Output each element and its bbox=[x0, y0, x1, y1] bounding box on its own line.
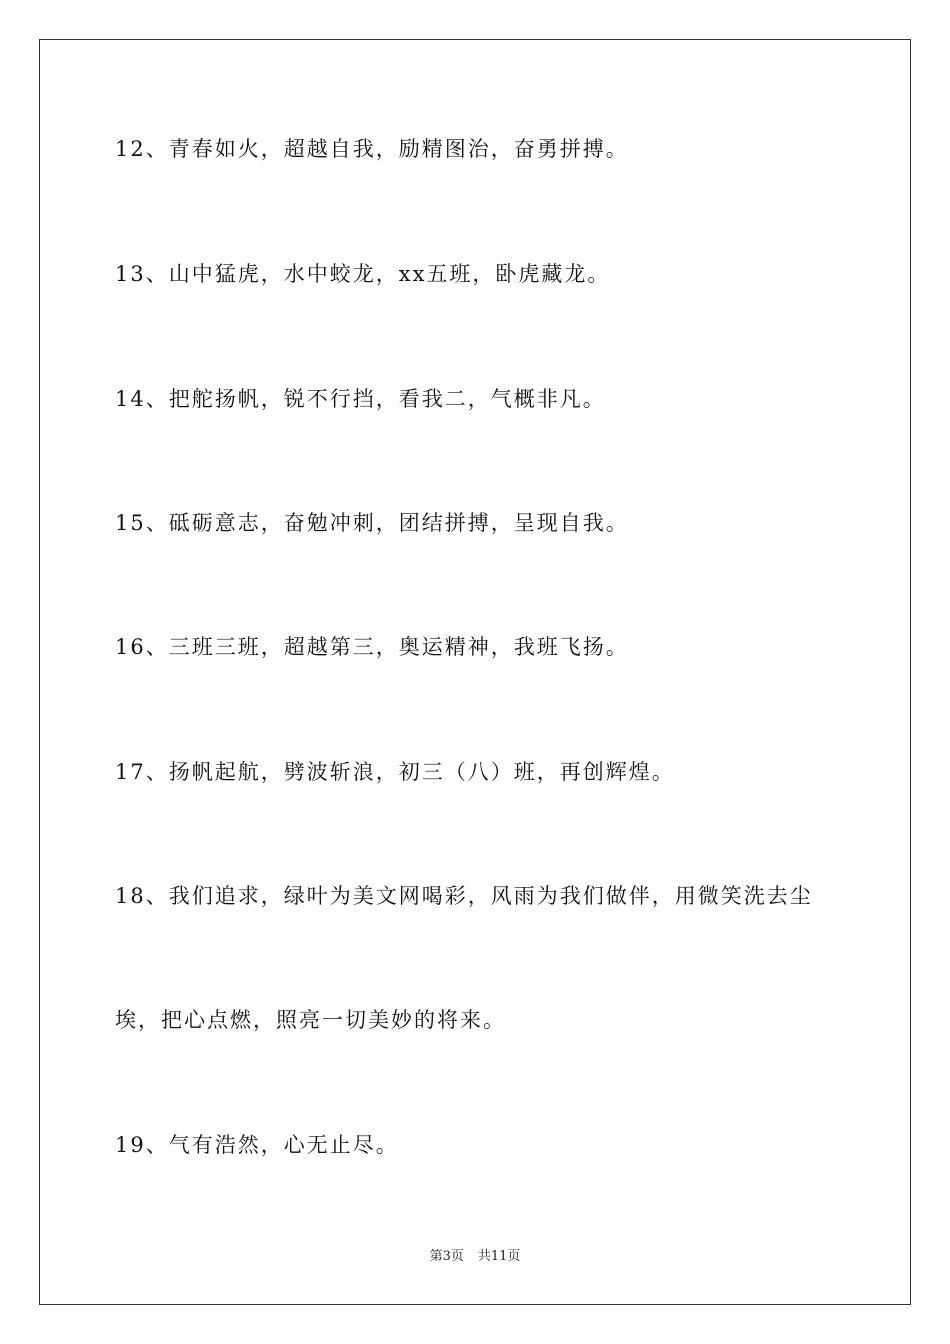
paragraph-line: 19、气有浩然，心无止尽。 bbox=[115, 1133, 399, 1157]
paragraph-line: 14、把舵扬帆，锐不行挡，看我二，气概非凡。 bbox=[115, 387, 606, 411]
paragraph-line: 18、我们追求，绿叶为美文网喝彩，风雨为我们做伴，用微笑洗去尘 bbox=[115, 884, 813, 908]
paragraph-line: 13、山中猛虎，水中蛟龙，xx五班，卧虎藏龙。 bbox=[115, 262, 611, 286]
paragraph-line: 埃，把心点燃，照亮一切美妙的将来。 bbox=[115, 1008, 506, 1032]
page-border bbox=[39, 39, 911, 1305]
page-number: 第3页 bbox=[429, 1249, 464, 1264]
paragraph-line: 17、扬帆起航，劈波斩浪，初三（八）班，再创辉煌。 bbox=[115, 760, 675, 784]
page-total: 共11页 bbox=[477, 1249, 521, 1264]
paragraph-line: 15、砥砺意志，奋勉冲刺，团结拼搏，呈现自我。 bbox=[115, 511, 629, 535]
paragraph-line: 16、三班三班，超越第三，奥运精神，我班飞扬。 bbox=[115, 635, 629, 659]
page-footer bbox=[0, 1247, 950, 1267]
paragraph-line: 12、青春如火，超越自我，励精图治，奋勇拼搏。 bbox=[115, 137, 629, 161]
